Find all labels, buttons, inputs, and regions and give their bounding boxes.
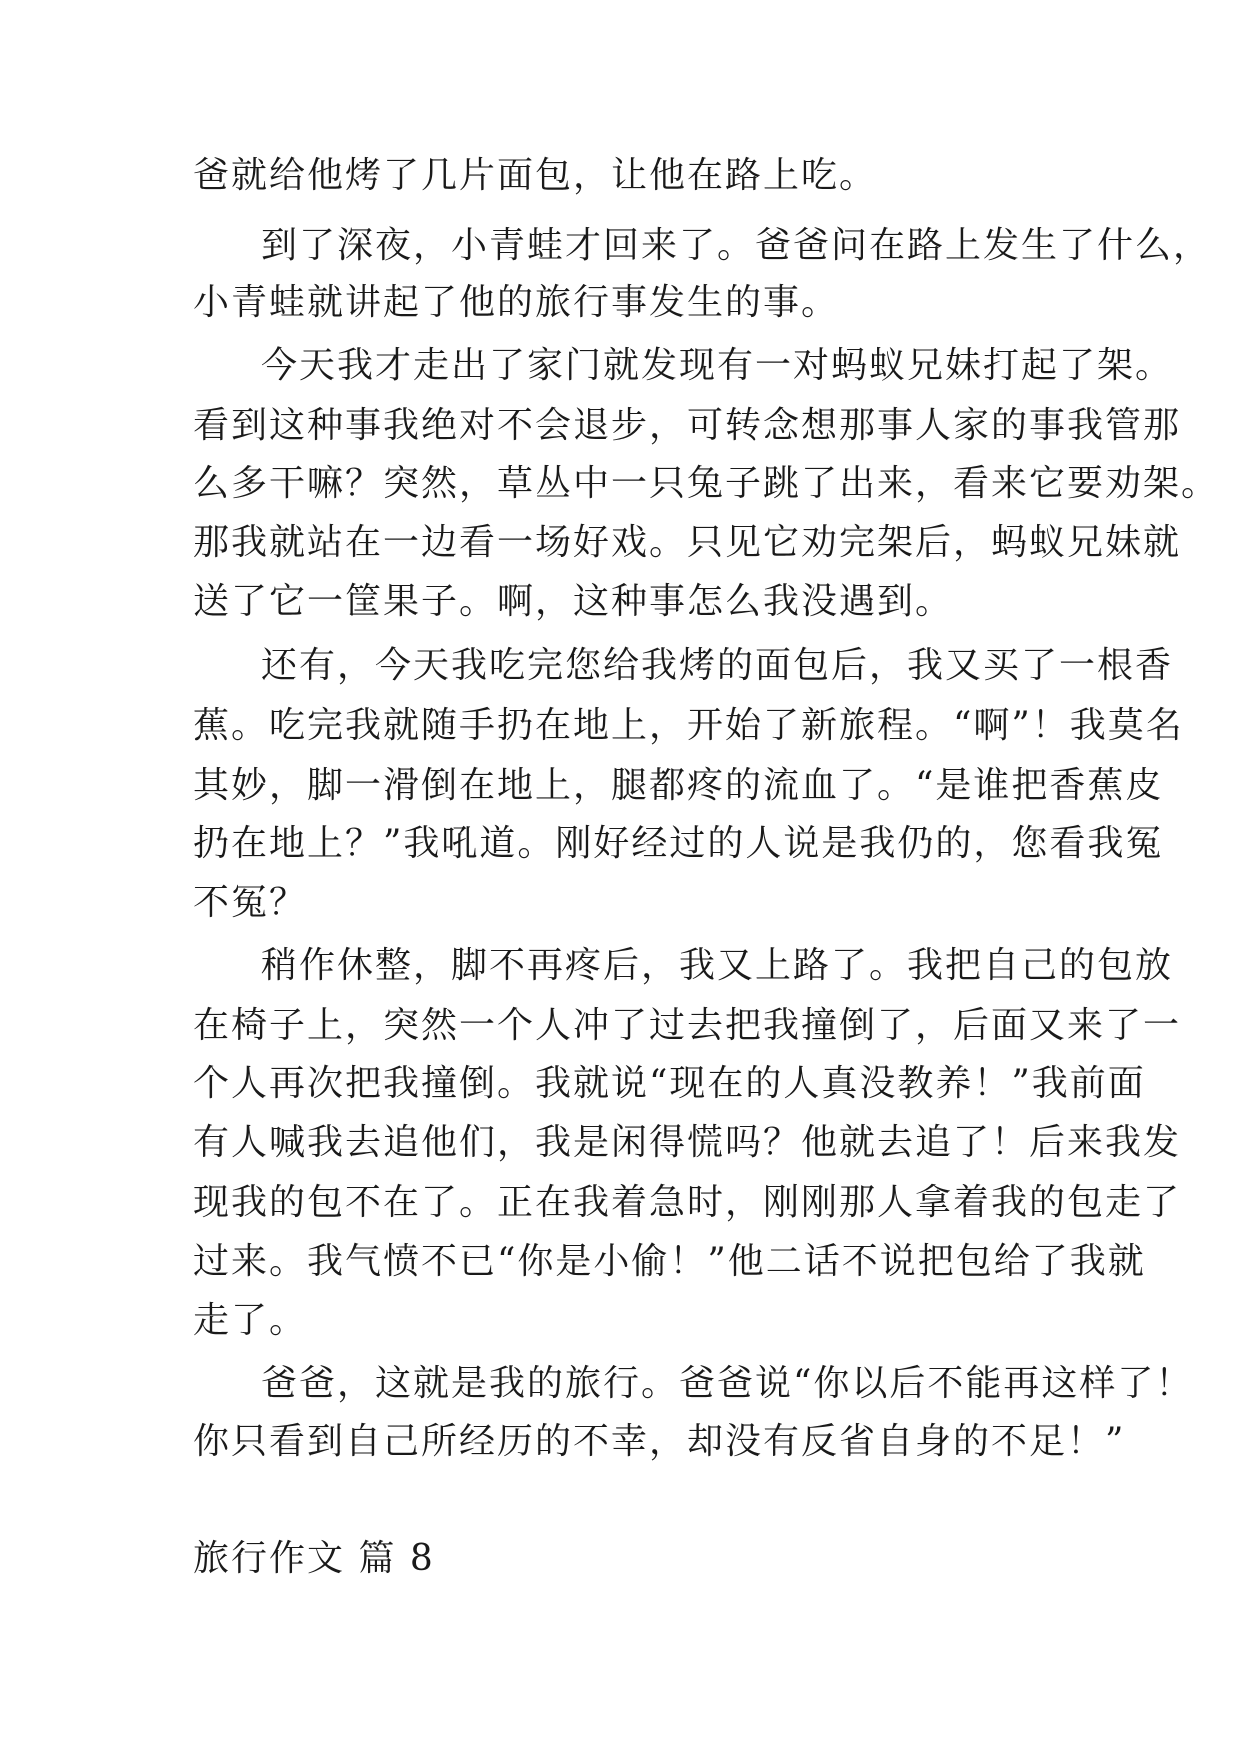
section-heading: 旅行作文 篇 8 [193,1538,435,1579]
text-line: 在椅子上，突然一个人冲了过去把我撞倒了，后面又来了一 [193,1005,1182,1046]
text-line: 小青蛙就讲起了他的旅行事发生的事。 [193,282,840,323]
paragraph-first-line: 稍作休整，脚不再疼后，我又上路了。我把自己的包放 [261,945,1174,986]
text-line: 看到这种事我绝对不会退步，可转念想那事人家的事我管那 [193,405,1182,446]
text-line: 扔在地上？”我吼道。刚好经过的人说是我仍的，您看我冤 [193,823,1164,864]
text-line: 过来。我气愤不已“你是小偷！”他二话不说把包给了我就 [193,1241,1146,1282]
text-line: 有人喊我去追他们，我是闲得慌吗？他就去追了！后来我发 [193,1122,1182,1163]
text-line: 其妙，脚一滑倒在地上，腿都疼的流血了。“是谁把香蕉皮 [193,765,1164,806]
text-line: 么多干嘛？突然，草丛中一只兔子跳了出来，看来它要劝架。 [193,463,1220,504]
text-line: 个人再次把我撞倒。我就说“现在的人真没教养！”我前面 [193,1063,1146,1104]
text-line: 走了。 [193,1300,308,1341]
text-line: 爸就给他烤了几片面包，让他在路上吃。 [193,155,878,196]
text-line: 蕉。吃完我就随手扔在地上，开始了新旅程。“啊”！我莫名 [193,705,1184,746]
text-line: 不冤？ [193,882,308,923]
text-line: 现我的包不在了。正在我着急时，刚刚那人拿着我的包走了 [193,1182,1182,1223]
text-line: 你只看到自己所经历的不幸，却没有反省自身的不足！” [193,1421,1126,1462]
paragraph-first-line: 还有，今天我吃完您给我烤的面包后，我又买了一根香 [261,645,1174,686]
paragraph-first-line: 今天我才走出了家门就发现有一对蚂蚁兄妹打起了架。 [261,345,1174,386]
text-line: 那我就站在一边看一场好戏。只见它劝完架后，蚂蚁兄妹就 [193,522,1182,563]
paragraph-first-line: 到了深夜，小青蛙才回来了。爸爸问在路上发生了什么， [261,225,1212,266]
paragraph-first-line: 爸爸，这就是我的旅行。爸爸说“你以后不能再这样了！ [261,1363,1194,1404]
text-line: 送了它一筐果子。啊，这种事怎么我没遇到。 [193,581,954,622]
